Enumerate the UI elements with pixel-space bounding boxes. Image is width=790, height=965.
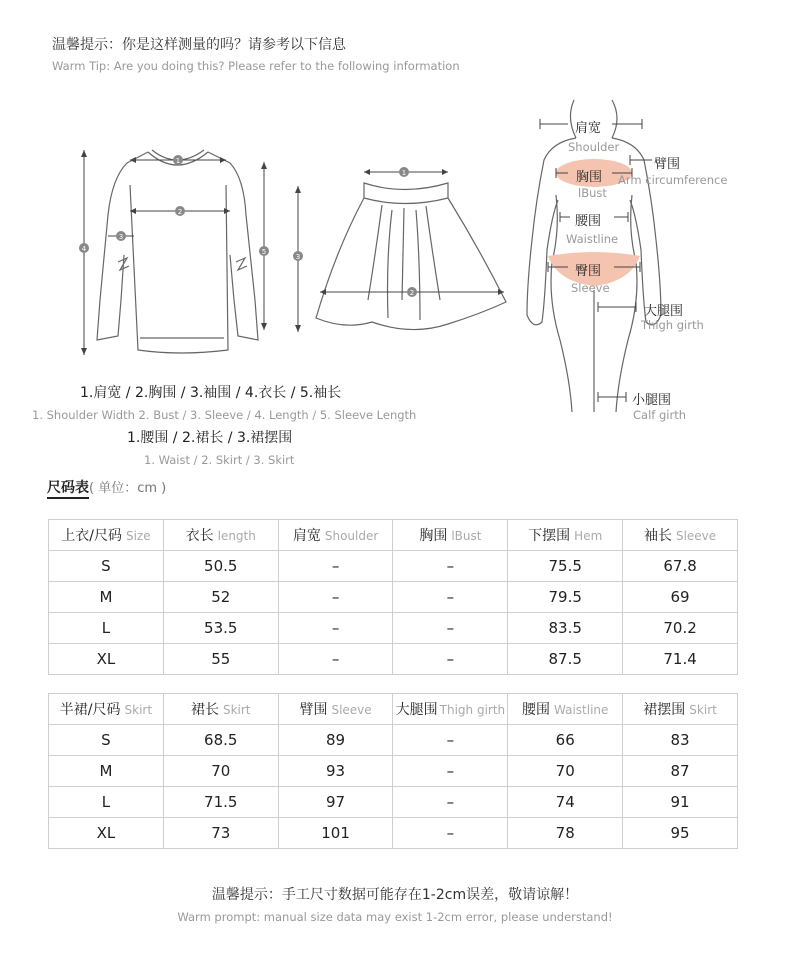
table-header-cell: 大腿围 Thigh girth xyxy=(393,694,508,725)
warm-tip-cn: 温馨提示：你是这样测量的吗？请参考以下信息 xyxy=(52,37,346,53)
table-row xyxy=(49,725,738,756)
footer-note-en: Warm prompt: manual size data may exist 1-2cm error, please understand! xyxy=(177,910,613,924)
warm-tip-en: Warm Tip: Are you doing this? Please refer to the following information xyxy=(52,59,460,73)
arrow-heads xyxy=(81,150,504,355)
table-cell: 91 xyxy=(623,787,738,818)
table-cell: S xyxy=(49,551,164,582)
table-cell: 79.5 xyxy=(508,582,623,613)
calf-label-cn: 小腿围 xyxy=(632,393,672,408)
skirt-legend-cn: 1.腰围 / 2.裙长 / 3.裙摆围 xyxy=(127,430,293,446)
table-header-cell: 胸围 lBust xyxy=(393,520,508,551)
arm-label-cn: 臂围 xyxy=(654,157,681,172)
table-cell: 95 xyxy=(623,818,738,849)
shoulder-label-cn: 肩宽 xyxy=(575,121,602,136)
table-cell: – xyxy=(278,582,393,613)
table-header-cell: 裙长 Skirt xyxy=(163,694,278,725)
table-cell: – xyxy=(393,725,508,756)
table-row xyxy=(49,644,738,675)
table-cell: M xyxy=(49,582,164,613)
table-cell: – xyxy=(278,551,393,582)
table-cell: 68.5 xyxy=(163,725,278,756)
table-cell: 89 xyxy=(278,725,393,756)
table-cell: 83 xyxy=(623,725,738,756)
table-cell: XL xyxy=(49,818,164,849)
table-cell: S xyxy=(49,725,164,756)
shoulder-label-en: Shoulder xyxy=(568,140,620,154)
table-cell: M xyxy=(49,756,164,787)
table-cell: 71.4 xyxy=(623,644,738,675)
table-cell: 70.2 xyxy=(623,613,738,644)
table-cell: 67.8 xyxy=(623,551,738,582)
table-header-cell: 裙摆围 Skirt xyxy=(623,694,738,725)
bust-label-en: lBust xyxy=(578,186,607,200)
table-header-cell: 臂围 Sleeve xyxy=(278,694,393,725)
table-cell: – xyxy=(393,582,508,613)
marker-5: 5 xyxy=(261,248,267,256)
table-cell: 52 xyxy=(163,582,278,613)
calf-label-en: Calf girth xyxy=(633,408,686,422)
thigh-label-en: Thigh girth xyxy=(641,318,704,332)
table-cell: 53.5 xyxy=(163,613,278,644)
table-cell: 66 xyxy=(508,725,623,756)
number-markers xyxy=(79,155,417,297)
marker-1: 1 xyxy=(175,157,181,165)
table-cell: 75.5 xyxy=(508,551,623,582)
table-cell: – xyxy=(393,818,508,849)
table-row xyxy=(49,613,738,644)
table-cell: 50.5 xyxy=(163,551,278,582)
table-cell: 87.5 xyxy=(508,644,623,675)
table-cell: 70 xyxy=(508,756,623,787)
table-cell: L xyxy=(49,787,164,818)
table-cell: – xyxy=(393,551,508,582)
top-legend-cn: 1.肩宽 / 2.胸围 / 3.袖围 / 4.衣长 / 5.袖长 xyxy=(80,385,342,401)
table-header-cell: 下摆围 Hem xyxy=(508,520,623,551)
footer-note-cn: 温馨提示：手工尺寸数据可能存在1-2cm误差，敬请谅解！ xyxy=(211,887,579,903)
table-header-cell: 袖长 Sleeve xyxy=(623,520,738,551)
skirt-legend-en: 1. Waist / 2. Skirt / 3. Skirt xyxy=(144,453,295,467)
table-cell: 93 xyxy=(278,756,393,787)
marker-2: 2 xyxy=(177,208,183,216)
table-cell: – xyxy=(278,644,393,675)
table-row xyxy=(49,756,738,787)
table-cell: 55 xyxy=(163,644,278,675)
table-row xyxy=(49,818,738,849)
top-legend-en: 1. Shoulder Width 2. Bust / 3. Sleeve / 4. Length / 5. Sleeve Length xyxy=(32,408,417,422)
hip-label-en: Sleeve xyxy=(571,281,610,295)
table-cell: 73 xyxy=(163,818,278,849)
table-row xyxy=(49,582,738,613)
table-cell: – xyxy=(393,787,508,818)
table-cell: – xyxy=(393,644,508,675)
top-size-table xyxy=(48,519,738,675)
table-header-row xyxy=(49,520,738,551)
table-cell: 78 xyxy=(508,818,623,849)
table-header-cell: 半裙/尺码 Skirt xyxy=(49,694,164,725)
table-cell: 71.5 xyxy=(163,787,278,818)
table-cell: L xyxy=(49,613,164,644)
table-row xyxy=(49,787,738,818)
waist-label-cn: 腰围 xyxy=(575,214,602,229)
table-cell: 83.5 xyxy=(508,613,623,644)
table-cell: – xyxy=(393,756,508,787)
table-cell: 69 xyxy=(623,582,738,613)
table-cell: 74 xyxy=(508,787,623,818)
table-header-row xyxy=(49,694,738,725)
arm-label-en: Arm circumference xyxy=(618,173,728,187)
sweater-drawing xyxy=(97,150,258,353)
skirt-marker-3: 3 xyxy=(295,253,301,261)
table-header-cell: 衣长 length xyxy=(163,520,278,551)
size-chart-heading xyxy=(47,477,166,497)
table-cell: 87 xyxy=(623,756,738,787)
size-chart-unit: ( 单位：cm ) xyxy=(89,481,167,496)
hip-label-cn: 臀围 xyxy=(575,264,602,279)
skirt-drawing xyxy=(316,183,506,330)
skirt-marker-2: 2 xyxy=(409,289,415,297)
marker-3: 3 xyxy=(118,233,124,241)
table-cell: XL xyxy=(49,644,164,675)
thigh-label-cn: 大腿围 xyxy=(644,304,684,319)
table-row xyxy=(49,551,738,582)
measurement-diagram xyxy=(0,0,790,470)
table-header-cell: 肩宽 Shoulder xyxy=(278,520,393,551)
waist-label-en: Waistline xyxy=(566,232,619,246)
table-cell: 101 xyxy=(278,818,393,849)
size-chart-title: 尺码表 xyxy=(47,480,89,499)
table-cell: – xyxy=(278,613,393,644)
marker-4: 4 xyxy=(81,245,87,253)
table-cell: 97 xyxy=(278,787,393,818)
table-header-cell: 腰围 Waistline xyxy=(508,694,623,725)
bust-label-cn: 胸围 xyxy=(576,170,603,185)
table-cell: – xyxy=(393,613,508,644)
skirt-size-table xyxy=(48,693,738,849)
table-cell: 70 xyxy=(163,756,278,787)
table-header-cell: 上衣/尺码 Size xyxy=(49,520,164,551)
skirt-marker-1: 1 xyxy=(401,169,407,177)
